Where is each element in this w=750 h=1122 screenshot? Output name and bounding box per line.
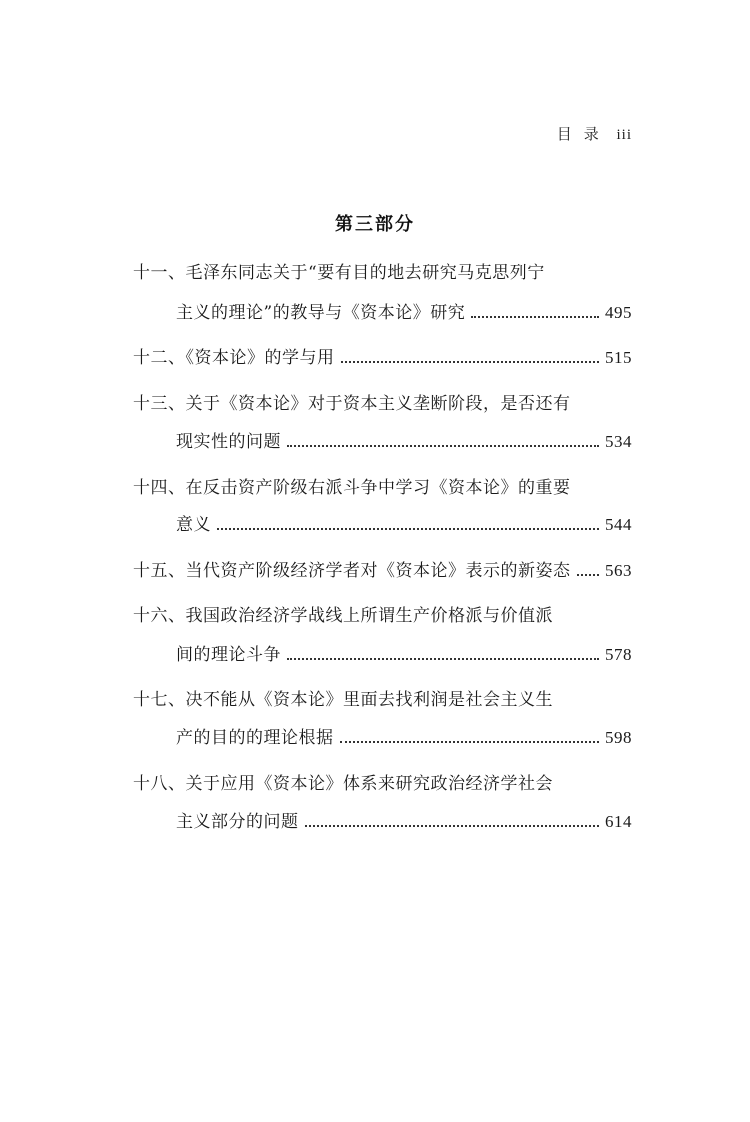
toc-page-number: 598 [605, 728, 632, 747]
toc-entry-title-continued: 主义部分的问题 [176, 812, 299, 832]
leader-dots [217, 528, 599, 530]
leader-dots [287, 658, 599, 660]
toc-entry-title: 十六、我国政治经济学战线上所谓生产价格派与价值派 [133, 606, 553, 626]
toc-page-number: 578 [605, 645, 632, 664]
toc-entry-15[interactable] [133, 560, 632, 582]
toc-page-number: 515 [605, 348, 632, 367]
leader-dots [471, 316, 599, 318]
toc-entry-16-line-1 [133, 605, 633, 627]
toc-entry-13-line-1 [133, 393, 633, 415]
toc-page-number: 614 [605, 812, 632, 831]
toc-entry-18-line-2[interactable] [176, 811, 632, 833]
toc-entry-title: 十一、毛泽东同志关于“要有目的地去研究马克思列宁 [133, 263, 545, 283]
leader-dots [287, 445, 599, 447]
toc-entry-14-line-1 [133, 477, 633, 499]
toc-entry-title-continued: 产的目的的理论根据 [176, 728, 334, 748]
toc-entry-title-continued: 意义 [176, 515, 211, 535]
toc-entry-title-continued: 主义的理论”的教导与《资本论》研究 [176, 303, 466, 323]
toc-entry-title-continued: 现实性的问题 [176, 432, 281, 452]
toc-entry-title: 十五、当代资产阶级经济学者对《资本论》表示的新姿态 [133, 561, 571, 581]
toc-entry-title: 十三、关于《资本论》对于资本主义垄断阶段，是否还有 [133, 394, 571, 414]
leader-dots [341, 361, 600, 363]
toc-entry-title: 十二、《资本论》的学与用 [133, 348, 335, 368]
part-title: 第三部分 [335, 214, 415, 235]
toc-entry-12[interactable] [133, 347, 632, 369]
toc-page-number: 544 [605, 515, 632, 534]
toc-entry-17-line-1 [133, 689, 633, 711]
toc-entry-17-line-2[interactable] [176, 727, 632, 749]
toc-entry-title-continued: 间的理论斗争 [176, 645, 281, 665]
toc-entry-11-line-2[interactable] [176, 302, 632, 324]
running-head [557, 123, 632, 144]
toc-entry-title: 十四、在反击资产阶级右派斗争中学习《资本论》的重要 [133, 478, 571, 498]
toc-page-number: 495 [605, 303, 632, 322]
toc-entry-14-line-2[interactable] [176, 514, 632, 536]
toc-entry-18-line-1 [133, 773, 633, 795]
toc-entry-16-line-2[interactable] [176, 644, 632, 666]
leader-dots [577, 574, 600, 576]
toc-page-number: 534 [605, 432, 632, 451]
running-head-page-number: iii [616, 127, 632, 143]
leader-dots [305, 825, 600, 827]
toc-entry-13-line-2[interactable] [176, 431, 632, 453]
toc-page-number: 563 [605, 561, 632, 580]
toc-entry-title: 十八、关于应用《资本论》体系来研究政治经济学社会 [133, 774, 553, 794]
toc-entry-title: 十七、决不能从《资本论》里面去找利润是社会主义生 [133, 690, 553, 710]
leader-dots [340, 741, 600, 743]
toc-entry-11-line-1 [133, 262, 633, 284]
running-head-title: 目录 [556, 125, 611, 143]
